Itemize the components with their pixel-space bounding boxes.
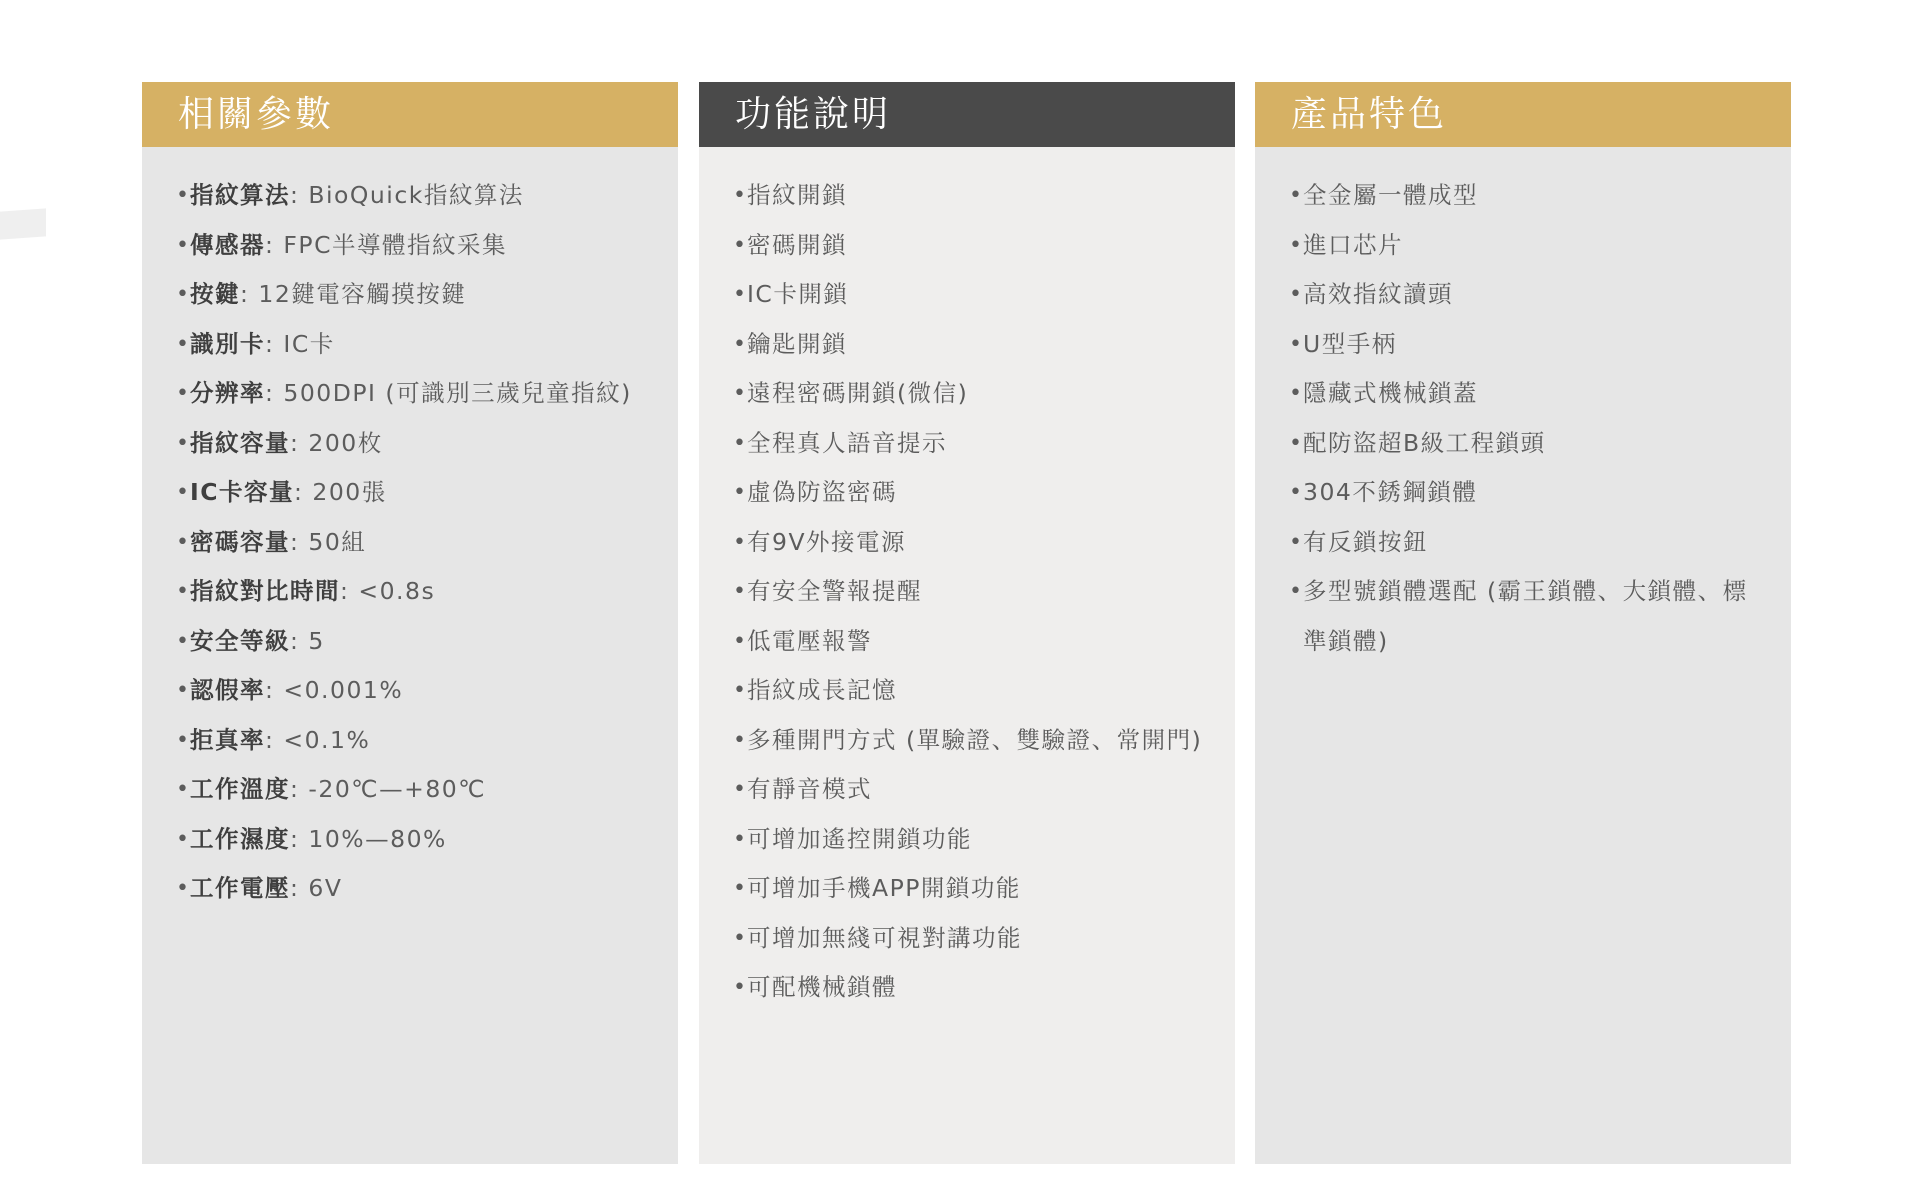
feature-item-text: 配防盜超B級工程鎖頭 [1303, 428, 1546, 457]
parameter-value: : 200張 [294, 478, 387, 506]
function-item [733, 716, 1235, 766]
parameter-item [176, 864, 678, 914]
parameter-key: 拒真率 [190, 725, 265, 754]
parameter-item [176, 221, 678, 271]
features-header [1255, 82, 1791, 147]
function-item [733, 171, 1235, 221]
parameter-item [176, 617, 678, 667]
bullet-icon: • [733, 579, 748, 604]
feature-item [1289, 518, 1791, 568]
parameter-item [176, 765, 678, 815]
function-item-text: 指紋成長記憶 [747, 676, 897, 704]
bullet-icon: • [733, 282, 748, 307]
function-item [733, 221, 1235, 271]
bullet-icon: • [733, 826, 748, 852]
function-item-text: 有安全警報提醒 [747, 577, 922, 605]
function-item-text: 有靜音模式 [747, 775, 872, 803]
parameter-key: 工作電壓 [190, 874, 290, 902]
feature-item [1289, 221, 1791, 271]
parameter-value: : 10%—80% [290, 824, 447, 853]
feature-item-text: 進口芯片 [1303, 230, 1403, 259]
function-item-text: 指紋開鎖 [747, 181, 847, 209]
function-item-text: 密碼開鎖 [747, 230, 847, 259]
bullet-icon: • [733, 876, 748, 901]
bullet-icon: • [1289, 480, 1304, 505]
bullet-icon: • [176, 579, 191, 604]
parameter-item [176, 419, 678, 469]
feature-item-text: 高效指紋讀頭 [1303, 280, 1453, 308]
function-item [733, 765, 1235, 815]
bullet-icon: • [733, 183, 748, 208]
feature-item-text: 多型號鎖體選配 (霸王鎖體、大鎖體、標準鎖體) [1303, 577, 1748, 655]
parameter-value: : FPC半導體指紋采集 [265, 230, 507, 259]
function-item-text: 可增加無綫可視對講功能 [747, 923, 1022, 952]
function-item-text: 低電壓報警 [747, 626, 872, 655]
parameter-value: : 6V [290, 874, 343, 902]
parameter-value: : <0.8s [340, 577, 436, 605]
bullet-icon: • [733, 529, 748, 555]
functions-header [699, 82, 1235, 147]
feature-item [1289, 567, 1758, 666]
function-item-text: 虛偽防盜密碼 [747, 478, 897, 506]
parameter-key: IC卡容量 [190, 478, 294, 506]
parameter-key: 工作濕度 [190, 824, 290, 853]
bullet-icon: • [176, 381, 191, 406]
function-item [733, 914, 1235, 964]
parameter-value: : 500DPI (可識別三歲兒童指紋) [265, 379, 632, 407]
bullet-icon: • [1289, 331, 1304, 357]
function-item-text: 可配機械鎖體 [747, 973, 897, 1001]
feature-item [1289, 320, 1791, 370]
parameter-value: : 200枚 [290, 428, 383, 457]
functions-list [699, 147, 1235, 1013]
bullet-icon: • [176, 876, 191, 901]
function-item-text: 可增加手機APP開鎖功能 [747, 874, 1021, 902]
parameter-item [176, 320, 678, 370]
bullet-icon: • [733, 232, 748, 258]
parameter-key: 指紋容量 [190, 428, 290, 457]
feature-item [1289, 171, 1791, 221]
parameter-key: 認假率 [190, 676, 265, 704]
bullet-icon: • [1289, 381, 1304, 406]
parameters-title: 相關參數 [178, 94, 335, 135]
bullet-icon: • [176, 777, 191, 802]
bullet-icon: • [733, 430, 748, 456]
bullet-icon: • [733, 678, 748, 703]
bullet-icon: • [1289, 430, 1304, 456]
function-item-text: 多種開門方式 (單驗證、雙驗證、常開門) [747, 725, 1203, 754]
parameter-value: : 12鍵電容觸摸按鍵 [240, 280, 467, 308]
function-item-text: 有9V外接電源 [747, 527, 907, 556]
function-item [733, 864, 1235, 914]
bullet-icon: • [1289, 183, 1304, 208]
feature-item-text: 有反鎖按鈕 [1303, 527, 1428, 556]
parameter-item [176, 518, 678, 568]
features-list [1255, 147, 1791, 666]
bullet-icon: • [1289, 579, 1304, 604]
function-item-text: IC卡開鎖 [747, 280, 849, 308]
function-item [733, 419, 1235, 469]
functions-title: 功能說明 [735, 94, 892, 135]
features-title: 產品特色 [1291, 94, 1448, 135]
bullet-icon: • [733, 480, 748, 505]
parameter-item [176, 567, 678, 617]
function-item [733, 815, 1235, 865]
parameter-item [176, 270, 678, 320]
bullet-icon: • [733, 975, 748, 1000]
feature-item-text: 隱藏式機械鎖蓋 [1303, 379, 1478, 407]
bullet-icon: • [176, 529, 191, 555]
function-item [733, 567, 1235, 617]
parameter-value: : IC卡 [265, 329, 335, 358]
bullet-icon: • [1289, 282, 1304, 307]
parameter-value: : 50組 [290, 527, 367, 556]
parameter-item [176, 468, 678, 518]
bullet-icon: • [176, 678, 191, 703]
bullet-icon: • [176, 232, 191, 258]
bullet-icon: • [1289, 232, 1304, 258]
parameter-item [176, 171, 678, 221]
parameter-item [176, 666, 678, 716]
feature-item [1289, 468, 1791, 518]
function-item-text: 遠程密碼開鎖(微信) [747, 379, 969, 407]
decorative-smudge [0, 208, 46, 239]
parameter-value: : BioQuick指紋算法 [290, 181, 524, 209]
bullet-icon: • [176, 480, 191, 505]
parameter-item [176, 815, 678, 865]
parameters-panel [142, 82, 678, 1164]
function-item-text: 鑰匙開鎖 [747, 329, 847, 358]
parameter-value: : <0.1% [265, 725, 371, 754]
feature-item-text: 304不銹鋼鎖體 [1303, 478, 1478, 506]
parameter-key: 安全等級 [190, 626, 290, 655]
bullet-icon: • [176, 628, 191, 654]
bullet-icon: • [176, 282, 191, 307]
parameter-value: : 5 [290, 626, 325, 655]
parameters-header [142, 82, 678, 147]
parameter-key: 識別卡 [190, 329, 265, 358]
bullet-icon: • [176, 727, 191, 753]
bullet-icon: • [176, 183, 191, 208]
bullet-icon: • [733, 381, 748, 406]
function-item [733, 369, 1235, 419]
parameter-key: 指紋算法 [190, 181, 290, 209]
bullet-icon: • [733, 925, 748, 951]
parameter-key: 工作溫度 [190, 775, 290, 803]
bullet-icon: • [733, 331, 748, 357]
parameter-key: 密碼容量 [190, 527, 290, 556]
feature-item [1289, 419, 1791, 469]
bullet-icon: • [1289, 529, 1304, 555]
function-item [733, 518, 1235, 568]
feature-item-text: 全金屬一體成型 [1303, 181, 1478, 209]
bullet-icon: • [176, 331, 191, 357]
function-item [733, 320, 1235, 370]
parameters-list [142, 147, 678, 914]
function-item [733, 963, 1235, 1013]
parameter-key: 分辨率 [190, 379, 265, 407]
parameter-value: : <0.001% [265, 676, 404, 704]
function-item-text: 全程真人語音提示 [747, 428, 947, 457]
feature-item [1289, 369, 1791, 419]
bullet-icon: • [733, 628, 748, 654]
feature-item [1289, 270, 1791, 320]
functions-panel [699, 82, 1235, 1164]
bullet-icon: • [176, 430, 191, 456]
function-item [733, 270, 1235, 320]
parameter-item [176, 369, 678, 419]
features-panel [1255, 82, 1791, 1164]
feature-item-text: U型手柄 [1303, 329, 1397, 358]
bullet-icon: • [733, 777, 748, 802]
function-item-text: 可增加遙控開鎖功能 [747, 824, 972, 853]
parameter-key: 傳感器 [190, 230, 265, 259]
bullet-icon: • [733, 727, 748, 753]
bullet-icon: • [176, 826, 191, 852]
parameter-key: 按鍵 [190, 280, 240, 308]
function-item [733, 468, 1235, 518]
parameter-value: : -20℃—+80℃ [290, 775, 487, 803]
parameter-item [176, 716, 678, 766]
function-item [733, 617, 1235, 667]
function-item [733, 666, 1235, 716]
parameter-key: 指紋對比時間 [190, 577, 340, 605]
